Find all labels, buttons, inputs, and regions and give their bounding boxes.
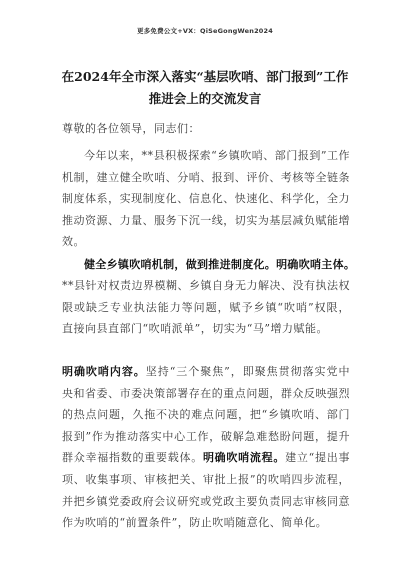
greeting: 尊敬的各位领导，同志们： [62,122,200,135]
subsection-lead-2: 明确吹哨流程。 [202,451,286,465]
section-heading: 健全乡镇吹哨机制，做到推进制度化。明确吹哨主体。 [84,258,356,271]
document-title: 在2024年全市深入落实“基层吹哨、部门报到”工作推进会上的交流发言 [61,69,349,106]
subsection-body: 坚持“三个聚焦”，即聚焦贯彻落实党中央和省委、市委决策部署存在的重点问题，群众反映强烈的热点问题，久拖不决的难点问题，把“乡镇吹哨、部门报到”作为推动落实中心工作，破解急难愁盼问题，提升群众幸福指数的重要载体。 [62,365,350,465]
subsection-body-2: 建立“提出事项、收集事项、审核把关、审批上报”的吹哨四步流程，并把乡镇党委政府会议研究或党政主要负责同志审核同意作为吹哨的“前置条件”，防止吹哨随意化、简单化。 [62,451,351,530]
section-body-paragraph-2 [62,361,350,534]
section-body-paragraph: **县针对权责边界模糊、乡镇自身无力解决、没有执法权限或缺乏专业执法能力等问题，赋予乡镇“吹哨”权限，直接向县直部门“吹哨派单”，切实为“马”增力赋能。 [62,279,350,336]
subsection-lead: 明确吹哨内容。 [62,365,146,378]
header-note: 更多免费公文+V​X：QiSeGongWen2024 [137,27,273,35]
intro-paragraph: 今年以来，**县积极探索“乡镇吹哨、部门报到”工作机制，建立健全吹哨、分哨、报到、评价、考核等全链条制度体系，实现制度化、信息化、快速化、科学化，全力推动资源、力量、服务下沉一线，切实为基层减负赋能增效。 [62,149,350,249]
